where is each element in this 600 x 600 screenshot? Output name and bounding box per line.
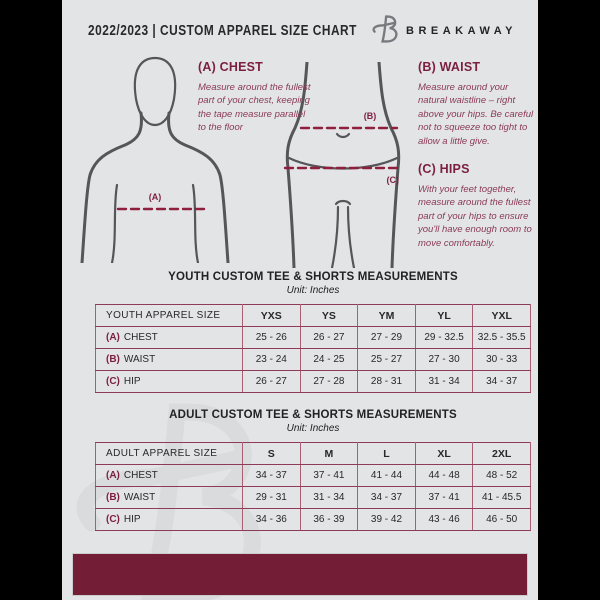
cell-value: 34 - 37 bbox=[358, 487, 416, 509]
cell-value: 37 - 41 bbox=[415, 487, 473, 509]
row-key: (C) bbox=[106, 514, 120, 525]
cell-value: 27 - 29 bbox=[358, 327, 416, 349]
row-label bbox=[96, 371, 243, 393]
navel-mark bbox=[337, 134, 349, 137]
cell-value: 46 - 50 bbox=[473, 509, 531, 531]
row-name: HIP bbox=[123, 376, 141, 387]
youth-size-col-header: YOUTH APPAREL SIZE bbox=[96, 305, 243, 327]
hips-guide-text: With your feet together, measure around the fullest part of your hips to ensure you'll have enough room to move comfortably. bbox=[418, 184, 532, 249]
waist-guide-heading: (B) WAIST bbox=[418, 60, 481, 74]
size-s: S bbox=[243, 443, 301, 465]
cell-value: 31 - 34 bbox=[415, 371, 473, 393]
row-name: HIP bbox=[123, 514, 141, 525]
size-m: M bbox=[300, 443, 358, 465]
cell-value: 25 - 27 bbox=[358, 349, 416, 371]
cell-value: 39 - 42 bbox=[358, 509, 416, 531]
size-2xl: 2XL bbox=[473, 443, 531, 465]
row-label bbox=[96, 327, 243, 349]
adult-size-table bbox=[95, 442, 531, 531]
row-name: WAIST bbox=[123, 354, 156, 365]
cell-value: 44 - 48 bbox=[415, 465, 473, 487]
row-label bbox=[96, 465, 243, 487]
size-yxl: YXL bbox=[473, 305, 531, 327]
table-header-row bbox=[96, 443, 531, 465]
row-label bbox=[96, 487, 243, 509]
right-armpit-line bbox=[193, 185, 198, 263]
chest-guide-block bbox=[198, 60, 312, 135]
cell-value: 48 - 52 bbox=[473, 465, 531, 487]
youth-size-table bbox=[95, 304, 531, 393]
size-l: L bbox=[358, 443, 416, 465]
cell-value: 27 - 28 bbox=[300, 371, 358, 393]
adult-section-unit: Unit: Inches bbox=[286, 423, 340, 434]
crotch-curve bbox=[336, 201, 350, 204]
table-row-chest bbox=[96, 465, 531, 487]
cell-value: 24 - 25 bbox=[300, 349, 358, 371]
youth-section-unit: Unit: Inches bbox=[286, 285, 340, 296]
chest-guide-heading: (A) CHEST bbox=[198, 60, 263, 74]
right-shoulder-arm-outline bbox=[169, 113, 228, 263]
youth-section-title: YOUTH CUSTOM TEE & SHORTS MEASUREMENTS bbox=[168, 271, 458, 283]
adult-section-title: ADULT CUSTOM TEE & SHORTS MEASUREMENTS bbox=[169, 409, 457, 421]
hips-guide-heading: (C) HIPS bbox=[418, 162, 470, 176]
table-row-waist bbox=[96, 349, 531, 371]
cell-value: 31 - 34 bbox=[300, 487, 358, 509]
page-title: 2022/2023 | CUSTOM APPAREL SIZE CHART bbox=[88, 23, 357, 39]
cell-value: 32.5 - 35.5 bbox=[473, 327, 531, 349]
waist-measure-label: (B) bbox=[363, 111, 377, 121]
cell-value: 26 - 27 bbox=[300, 327, 358, 349]
table-row-hip bbox=[96, 371, 531, 393]
cell-value: 25 - 26 bbox=[243, 327, 301, 349]
size-ym: YM bbox=[358, 305, 416, 327]
cell-value: 41 - 45.5 bbox=[473, 487, 531, 509]
row-name: WAIST bbox=[123, 492, 156, 503]
cell-value: 34 - 37 bbox=[473, 371, 531, 393]
row-key: (A) bbox=[106, 470, 120, 481]
row-key: (B) bbox=[106, 354, 120, 365]
row-label bbox=[96, 349, 243, 371]
cell-value: 26 - 27 bbox=[243, 371, 301, 393]
size-chart-page bbox=[62, 0, 538, 600]
cell-value: 34 - 37 bbox=[243, 465, 301, 487]
waist-guide-block bbox=[418, 60, 536, 148]
cell-value: 37 - 41 bbox=[300, 465, 358, 487]
table-header-row bbox=[96, 305, 531, 327]
cell-value: 30 - 33 bbox=[473, 349, 531, 371]
right-hip-outline bbox=[379, 62, 399, 268]
cell-value: 27 - 30 bbox=[415, 349, 473, 371]
row-key: (A) bbox=[106, 332, 120, 343]
cell-value: 29 - 32.5 bbox=[415, 327, 473, 349]
breakaway-logo-icon bbox=[371, 13, 403, 45]
table-row-hip bbox=[96, 509, 531, 531]
footer-accent-bar bbox=[72, 553, 528, 596]
size-ys: YS bbox=[300, 305, 358, 327]
chest-measure-label: (A) bbox=[148, 192, 162, 202]
size-xl: XL bbox=[415, 443, 473, 465]
brand-name: BREAKAWAY bbox=[406, 25, 517, 37]
adult-size-col-header: ADULT APPAREL SIZE bbox=[96, 443, 243, 465]
row-key: (C) bbox=[106, 376, 120, 387]
cell-value: 28 - 31 bbox=[358, 371, 416, 393]
chest-guide-text: Measure around the fullest part of your chest, keeping the tape measure parallel to the floor bbox=[198, 82, 311, 134]
hip-measure-label: (C) bbox=[386, 175, 399, 185]
size-yl: YL bbox=[415, 305, 473, 327]
right-inner-leg-line bbox=[348, 207, 354, 268]
row-key: (B) bbox=[106, 492, 120, 503]
hips-guide-block bbox=[418, 162, 538, 250]
cell-value: 29 - 31 bbox=[243, 487, 301, 509]
size-yxs: YXS bbox=[243, 305, 301, 327]
left-shoulder-arm-outline bbox=[82, 113, 141, 263]
left-inner-leg-line bbox=[332, 207, 338, 268]
adult-size-section bbox=[95, 409, 531, 531]
row-name: CHEST bbox=[123, 470, 158, 481]
cell-value: 43 - 46 bbox=[415, 509, 473, 531]
table-row-waist bbox=[96, 487, 531, 509]
left-armpit-line bbox=[112, 185, 117, 263]
youth-size-section bbox=[95, 271, 531, 393]
waist-guide-text: Measure around your natural waistline – right above your hips. Be careful not to squeeze too tight to allow a little give. bbox=[418, 82, 534, 147]
table-row-chest bbox=[96, 327, 531, 349]
cell-value: 34 - 36 bbox=[243, 509, 301, 531]
cell-value: 36 - 39 bbox=[300, 509, 358, 531]
cell-value: 41 - 44 bbox=[358, 465, 416, 487]
cell-value: 23 - 24 bbox=[243, 349, 301, 371]
row-label bbox=[96, 509, 243, 531]
row-name: CHEST bbox=[123, 332, 158, 343]
